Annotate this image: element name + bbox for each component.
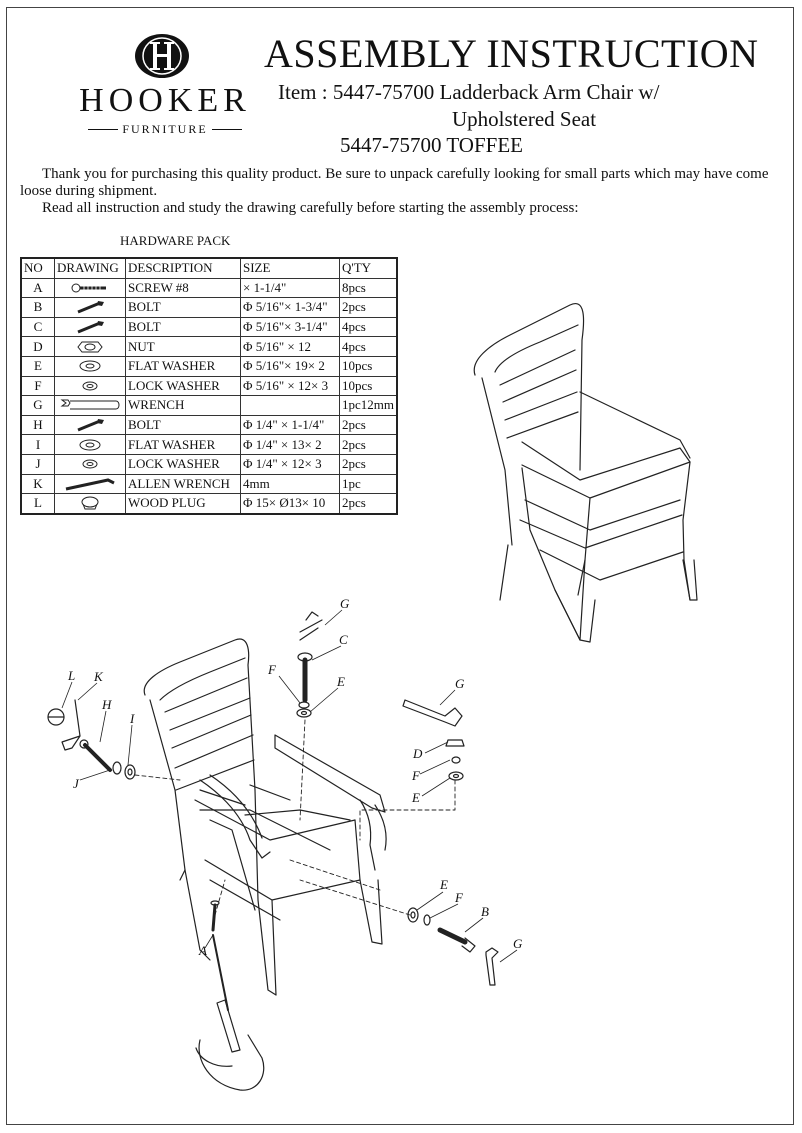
label-g-mid: G	[455, 676, 465, 691]
hardware-qty: 1pc12mm	[340, 396, 398, 416]
hardware-row	[21, 317, 397, 337]
hardware-row	[21, 337, 397, 357]
hardware-qty: 2pcs	[340, 454, 398, 474]
hardware-table	[20, 257, 398, 515]
hardware-no: G	[21, 396, 55, 416]
hardware-description: LOCK WASHER	[126, 454, 241, 474]
lock-washer-icon	[55, 376, 126, 396]
hardware-description: BOLT	[126, 415, 241, 435]
hardware-description: BOLT	[126, 298, 241, 318]
hardware-description: LOCK WASHER	[126, 376, 241, 396]
label-g-top: G	[340, 596, 350, 611]
hardware-description: SCREW #8	[126, 278, 241, 298]
label-a: A	[199, 943, 207, 958]
label-i: I	[130, 711, 135, 726]
hardware-qty: 2pcs	[340, 494, 398, 514]
col-qty: Q'TY	[340, 258, 398, 278]
brand-sub-text: FURNITURE	[122, 122, 208, 136]
intro-paragraph-2: Read all instruction and study the drawing carefully before starting the assembly process:	[42, 200, 579, 216]
hardware-description: NUT	[126, 337, 241, 357]
label-f-low: F	[455, 890, 463, 905]
hardware-header-row	[21, 258, 397, 278]
hardware-no: C	[21, 317, 55, 337]
hardware-description: WRENCH	[126, 396, 241, 416]
hardware-qty: 4pcs	[340, 337, 398, 357]
intro-text	[20, 166, 780, 217]
hardware-row	[21, 396, 397, 416]
hardware-description: FLAT WASHER	[126, 356, 241, 376]
hardware-size: Φ 1/4" × 1-1/4"	[241, 415, 340, 435]
hardware-row	[21, 298, 397, 318]
nut-icon	[55, 337, 126, 357]
hardware-qty: 10pcs	[340, 356, 398, 376]
hardware-qty: 4pcs	[340, 317, 398, 337]
intro-paragraph-1: Thank you for purchasing this quality product. Be sure to unpack carefully looking for small parts which may have come loose during shipment.	[20, 166, 769, 199]
brand-logo	[70, 30, 260, 140]
hardware-size: Φ 15× Ø13× 10	[241, 494, 340, 514]
flat-washer-icon	[55, 435, 126, 455]
hardware-size: Φ 5/16" × 12× 3	[241, 376, 340, 396]
brand-name: HOOKER	[79, 82, 251, 119]
item-line-3: 5447-75700 TOFFEE	[340, 133, 523, 157]
hardware-qty: 1pc	[340, 474, 398, 494]
hardware-qty: 2pcs	[340, 298, 398, 318]
label-e-low: E	[440, 877, 448, 892]
allen-wrench-icon	[55, 474, 126, 494]
col-size: SIZE	[241, 258, 340, 278]
hardware-description: WOOD PLUG	[126, 494, 241, 514]
wood-plug-icon	[55, 494, 126, 514]
hardware-no: L	[21, 494, 55, 514]
item-line-2: Upholstered Seat	[452, 107, 597, 131]
hardware-no: H	[21, 415, 55, 435]
label-g-low: G	[513, 936, 523, 951]
label-b: B	[481, 904, 489, 919]
hardware-qty: 2pcs	[340, 415, 398, 435]
label-e-mid: E	[412, 790, 420, 805]
hardware-row	[21, 356, 397, 376]
hardware-no: J	[21, 454, 55, 474]
hardware-no: F	[21, 376, 55, 396]
hardware-row	[21, 435, 397, 455]
label-f-top: F	[268, 662, 276, 677]
flat-washer-icon	[55, 356, 126, 376]
hardware-pack-title: HARDWARE PACK	[120, 233, 231, 248]
label-e-top: E	[337, 674, 345, 689]
label-l: L	[68, 668, 76, 683]
hardware-row	[21, 454, 397, 474]
label-h: H	[102, 697, 112, 712]
hardware-row	[21, 376, 397, 396]
hardware-size	[241, 396, 340, 416]
hardware-size: 4mm	[241, 474, 340, 494]
bolt-icon	[55, 415, 126, 435]
page-title: ASSEMBLY INSTRUCTION	[264, 31, 759, 76]
hardware-size: × 1-1/4"	[241, 278, 340, 298]
hooker-emblem-icon	[133, 32, 191, 80]
brand-subtitle	[70, 122, 260, 137]
label-j: J	[73, 776, 79, 791]
col-description: DESCRIPTION	[126, 258, 241, 278]
hardware-size: Φ 1/4" × 12× 3	[241, 454, 340, 474]
hardware-no: K	[21, 474, 55, 494]
hardware-description: FLAT WASHER	[126, 435, 241, 455]
hardware-qty: 8pcs	[340, 278, 398, 298]
hardware-size: Φ 5/16"× 19× 2	[241, 356, 340, 376]
hardware-size: Φ 5/16"× 3-1/4"	[241, 317, 340, 337]
hardware-description: BOLT	[126, 317, 241, 337]
hardware-row	[21, 278, 397, 298]
lock-washer-icon	[55, 454, 126, 474]
hardware-no: A	[21, 278, 55, 298]
item-line-1: Item : 5447-75700 Ladderback Arm Chair w/	[278, 80, 660, 104]
hardware-row	[21, 494, 397, 514]
label-f-mid: F	[412, 768, 420, 783]
bolt-icon	[55, 298, 126, 318]
hardware-no: I	[21, 435, 55, 455]
label-d: D	[413, 746, 423, 761]
wrench-icon	[55, 396, 126, 416]
hardware-qty: 2pcs	[340, 435, 398, 455]
col-drawing: DRAWING	[55, 258, 126, 278]
label-c: C	[339, 632, 348, 647]
col-no: NO	[21, 258, 55, 278]
hardware-size: Φ 1/4" × 13× 2	[241, 435, 340, 455]
hardware-description: ALLEN WRENCH	[126, 474, 241, 494]
screw-icon	[55, 278, 126, 298]
hardware-size: Φ 5/16" × 12	[241, 337, 340, 357]
bolt-icon	[55, 317, 126, 337]
label-k: K	[94, 669, 103, 684]
hardware-no: B	[21, 298, 55, 318]
hardware-size: Φ 5/16"× 1-3/4"	[241, 298, 340, 318]
hardware-row	[21, 415, 397, 435]
hardware-row	[21, 474, 397, 494]
hardware-no: E	[21, 356, 55, 376]
hardware-qty: 10pcs	[340, 376, 398, 396]
hardware-no: D	[21, 337, 55, 357]
